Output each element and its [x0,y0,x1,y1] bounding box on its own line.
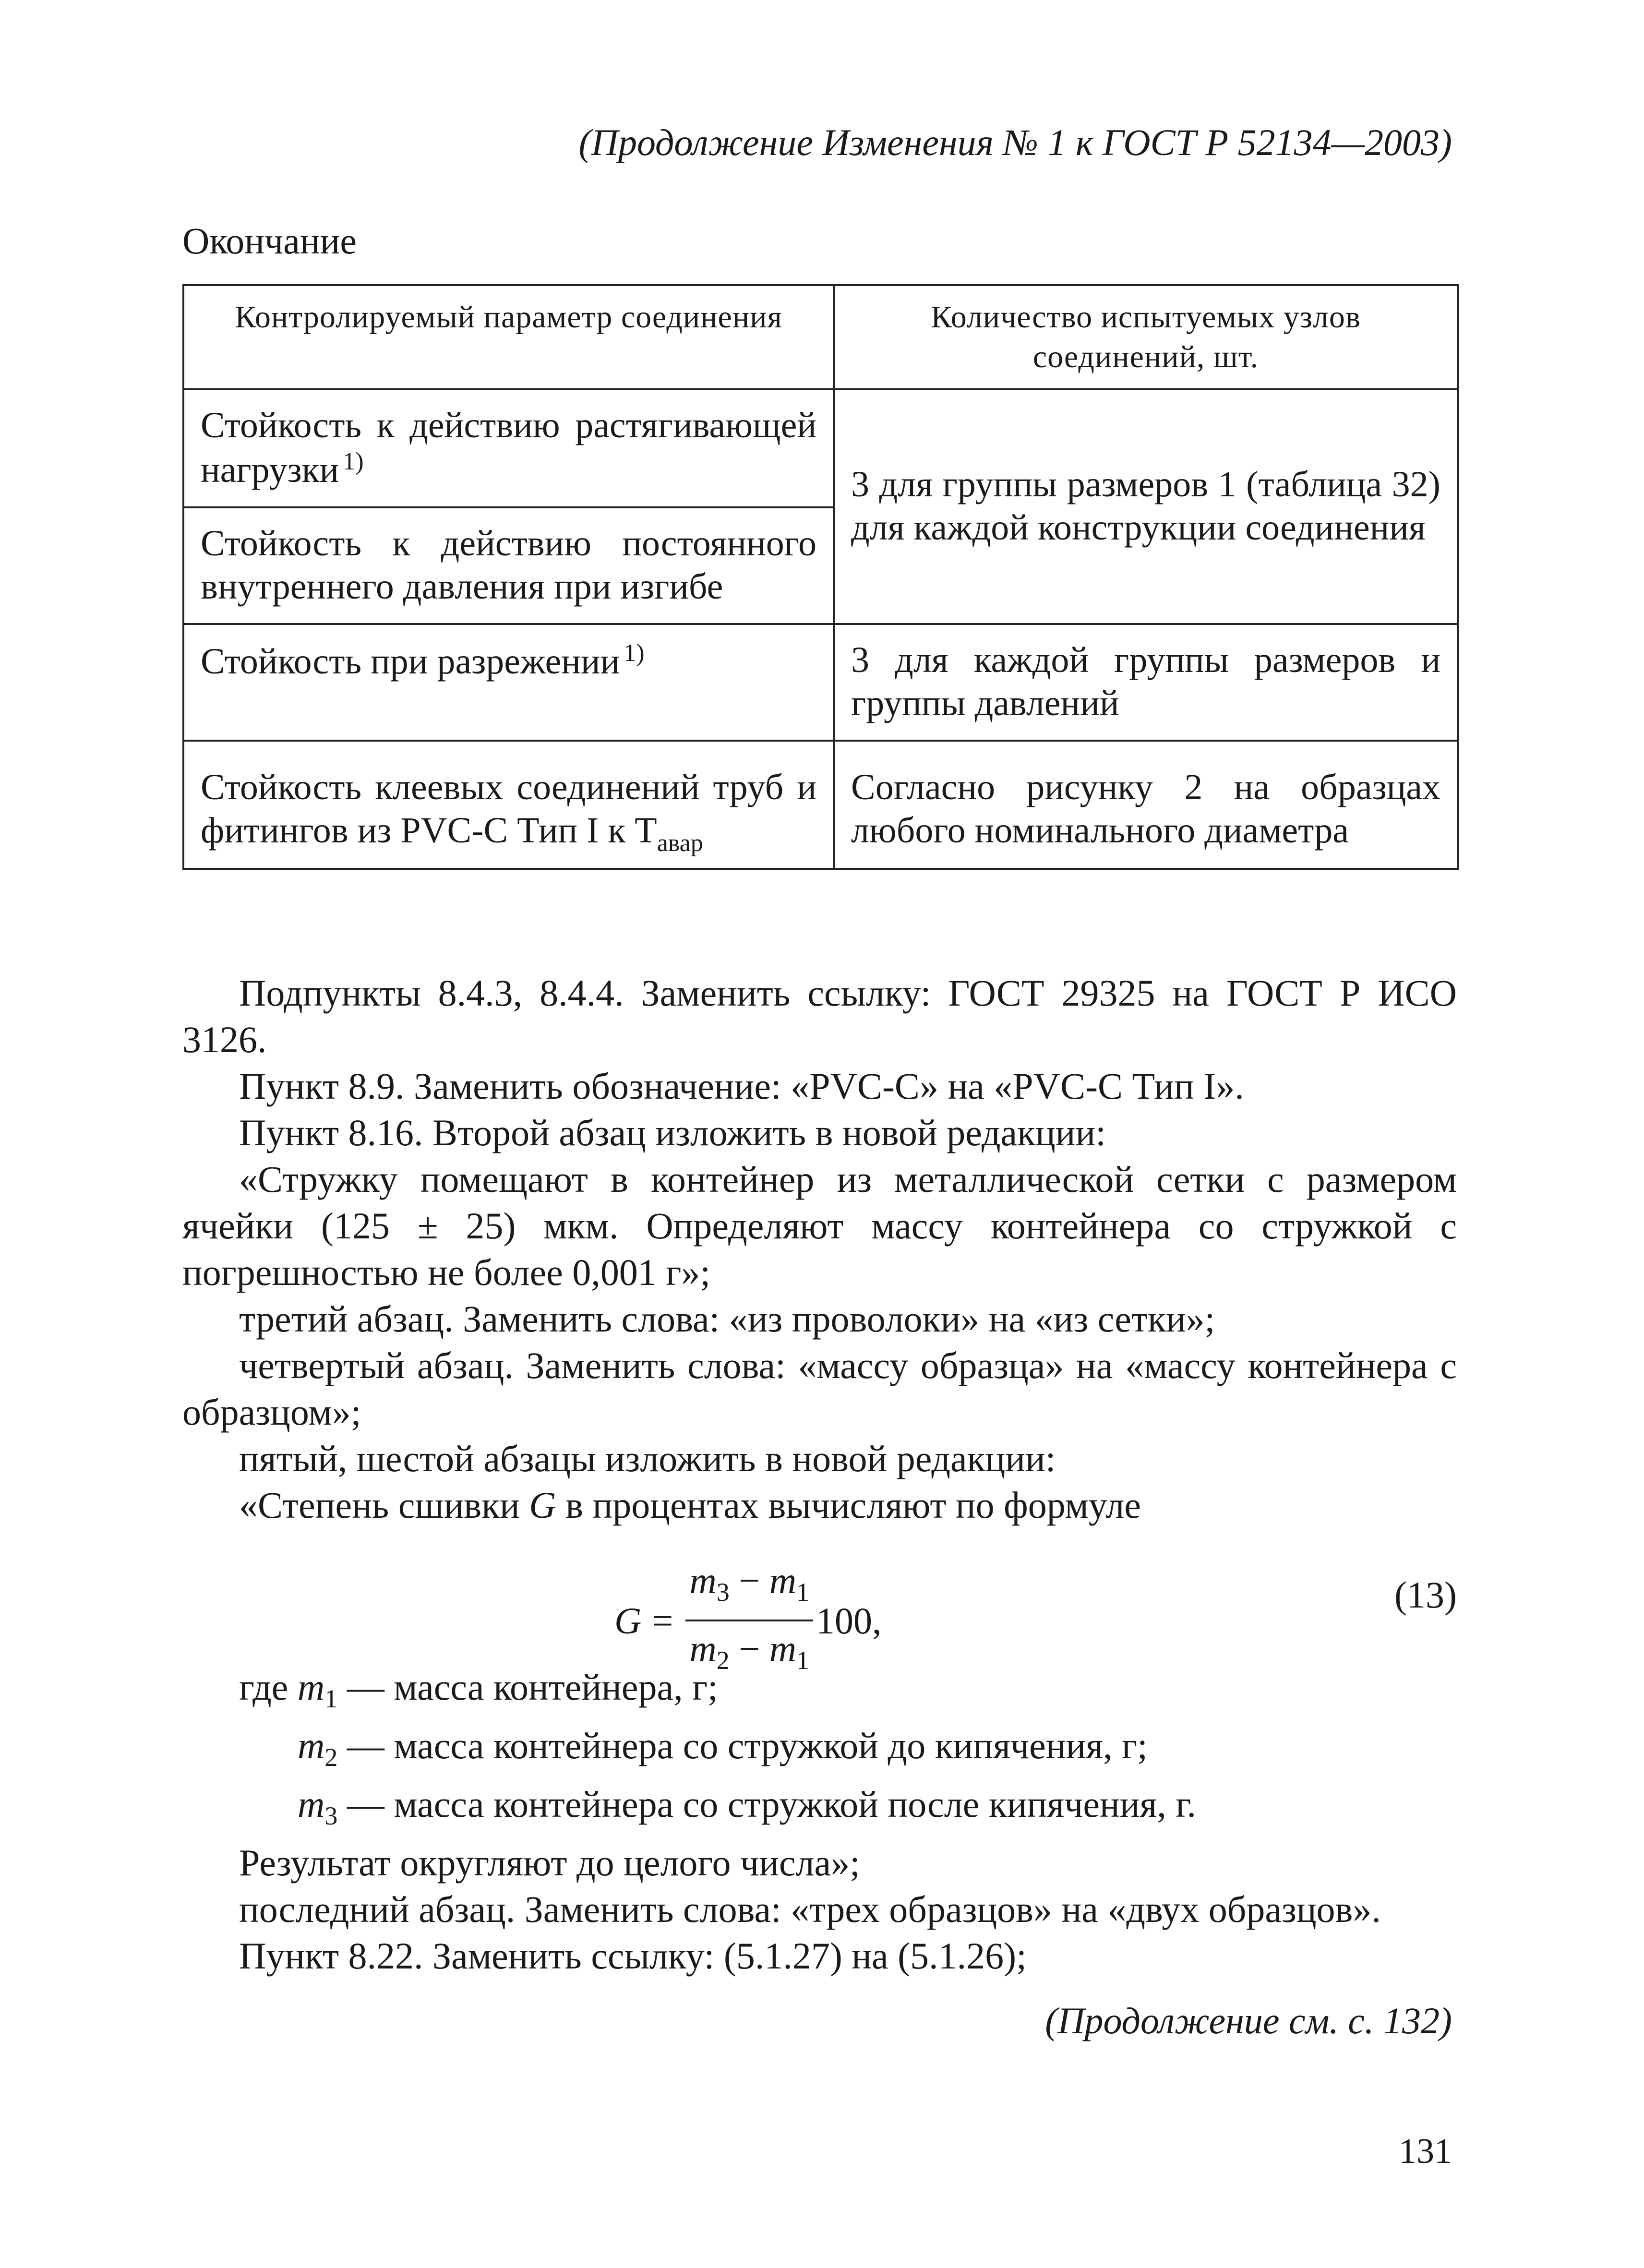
variable-g: G [529,1484,556,1526]
paragraph: последний абзац. Заменить слова: «трех образцов» на «двух образцов». [239,1888,1381,1930]
subscript: 2 [716,1646,730,1675]
table-row [183,389,1458,507]
subscript: 3 [716,1578,730,1607]
table-ending-label: Окончание [182,220,357,262]
variable: m [298,1725,325,1766]
subscript: 1 [796,1578,810,1607]
table-cell-count: Согласно рисунку 2 на образцах любого номинального диаметра [834,741,1458,869]
column-header-parameter: Контролируемый параметр соединения [183,285,834,389]
operator: − [729,1560,769,1601]
parameter-text: Стойкость к действию растягивающей нагрузки [201,405,816,491]
where-prefix: где [239,1666,298,1708]
paragraph: третий абзац. Заменить слова: «из проволоки» на «из сетки»; [239,1298,1215,1340]
subscript-text: авар [657,829,703,857]
var: m [769,1628,797,1669]
table-header-row [183,285,1458,389]
parameter-text: Стойкость при разрежении [201,641,620,682]
paragraph: четвертый абзац. Заменить слова: «массу образца» на «массу контейнера с образцом»; [182,1344,1457,1433]
paragraph-text: в процентах вычисляют по формуле [556,1484,1141,1526]
table-cell-parameter [183,389,834,507]
table-cell-count: 3 для каждой группы размеров и группы давлений [834,624,1458,741]
fraction-numerator [685,1557,813,1621]
var: m [689,1560,717,1601]
var: m [689,1628,717,1669]
formula-fraction [685,1557,813,1684]
amendment-body [182,970,1457,1979]
table-cell-parameter [183,741,834,869]
paragraph: Пункт 8.16. Второй абзац изложить в новой редакции: [239,1112,1106,1153]
paragraph: Пункт 8.9. Заменить обозначение: «PVC-C» на «PVC-C Тип I». [239,1065,1244,1107]
subscript: 1 [324,1684,338,1713]
formula-expression [614,1557,882,1684]
paragraph: «Стружку помещают в контейнер из металлической сетки с размером ячейки (125 ± 25) мкм. Определяют массу контейнера со стружкой с погрешностью не более 0,001 г»; [182,1158,1457,1293]
column-header-count: Количество испытуемых узлов соединений, шт. [834,285,1458,389]
footnote-marker: 1) [624,639,645,667]
page-number: 131 [1399,2132,1452,2171]
where-text: — масса контейнера, г; [337,1666,718,1708]
paragraph: Подпункты 8.4.3, 8.4.4. Заменить ссылку: ГОСТ 29325 на ГОСТ Р ИСО 3126. [182,972,1457,1060]
table-row [183,741,1458,869]
where-line [182,1722,1457,1781]
operator: − [729,1628,769,1669]
table-cell-parameter [183,624,834,741]
fraction-denominator [685,1621,813,1684]
paragraph: Результат округляют до целого числа»; [239,1842,860,1884]
continuation-footer: (Продолжение см. с. 132) [1045,2000,1452,2041]
formula-equals: = [652,1599,673,1642]
paragraph [182,1482,1457,1528]
subscript: 3 [324,1801,338,1830]
paragraph: Пункт 8.22. Заменить ссылку: (5.1.27) на (5.1.26); [239,1935,1027,1977]
where-line [182,1781,1457,1839]
paragraph: пятый, шестой абзацы изложить в новой редакции: [239,1438,1056,1479]
var: m [769,1560,797,1601]
footnote-marker: 1) [343,448,364,476]
subscript: 1 [796,1646,810,1675]
subscript: 2 [324,1743,338,1772]
formula-13 [182,1543,1457,1675]
amendment-table [182,284,1459,870]
equation-number: (13) [1394,1574,1457,1616]
where-text: — масса контейнера со стружкой после кипячения, г. [337,1783,1197,1825]
paragraph-text: «Степень сшивки [239,1484,529,1526]
table-cell-parameter: Стойкость к действию постоянного внутреннего давления при изгибе [183,507,834,624]
formula-tail: 100, [816,1599,882,1642]
parameter-text: Стойкость клеевых соединений труб и фитингов из PVC-C Тип I к T [201,767,816,851]
variable: m [297,1666,325,1708]
variable: m [298,1783,325,1825]
where-text: — масса контейнера со стружкой до кипячения, г; [337,1725,1148,1766]
formula-lhs: G [614,1599,642,1642]
table-row [183,624,1458,741]
continuation-header: (Продолжение Изменения № 1 к ГОСТ Р 52134—2003) [578,121,1452,163]
table-cell-count-merged: 3 для группы размеров 1 (таблица 32) для каждой конструкции соединения [834,389,1458,624]
